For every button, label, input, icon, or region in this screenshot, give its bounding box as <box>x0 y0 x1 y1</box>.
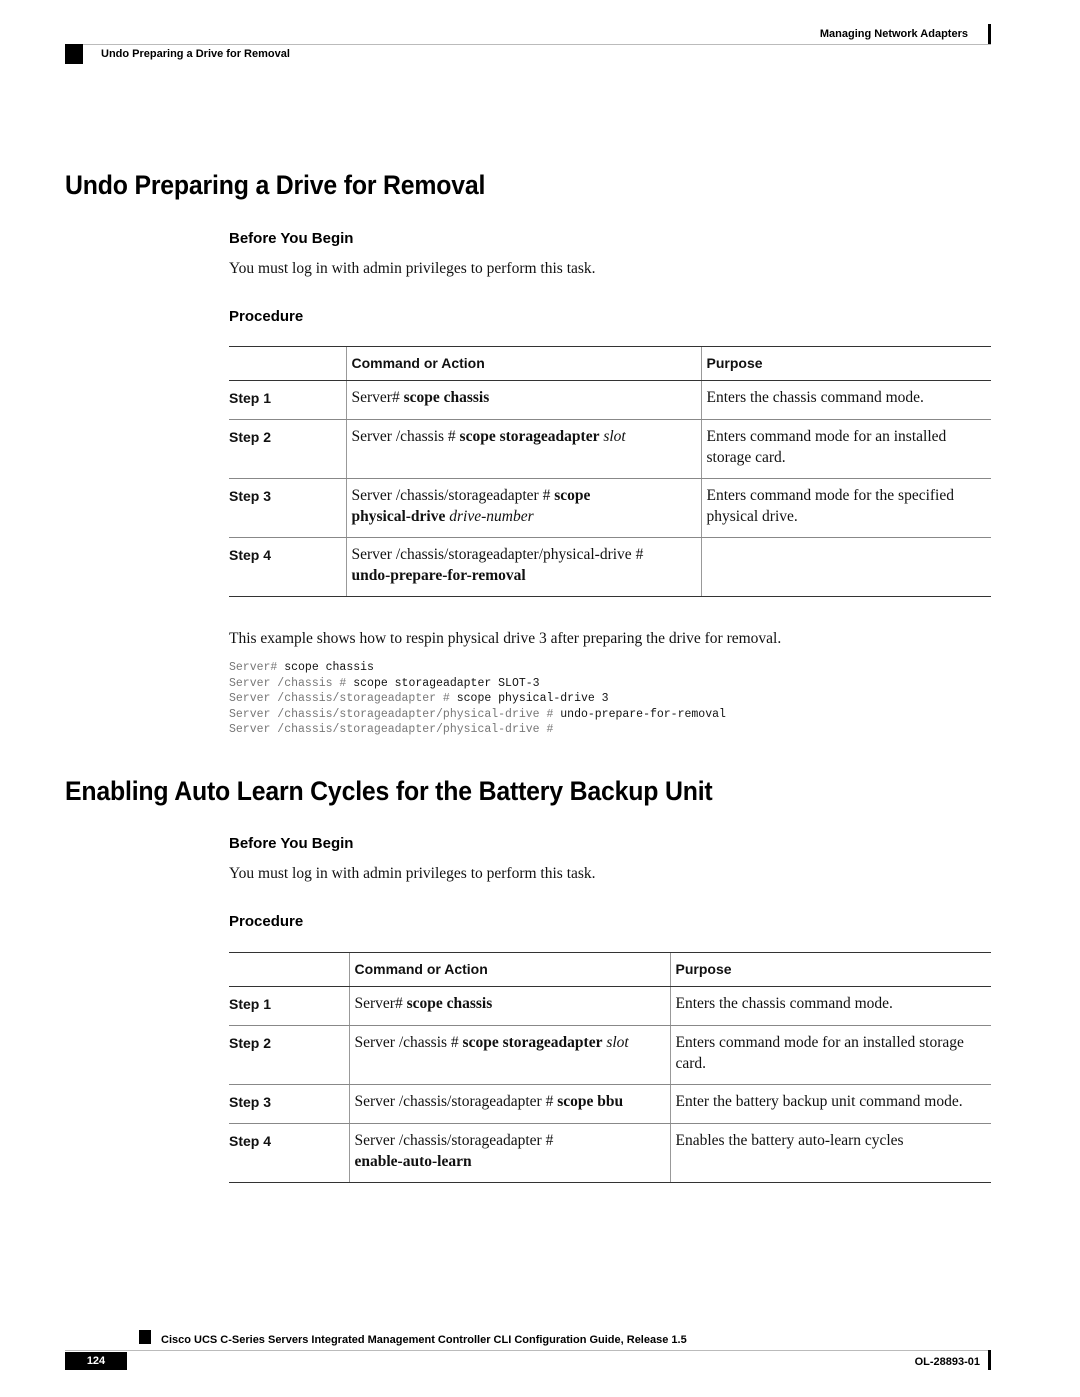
command-keyword: enable-auto-learn <box>354 1153 472 1170</box>
section-title-undo-preparing: Undo Preparing a Drive for Removal <box>65 170 486 200</box>
command-prompt: Server /chassis/storageadapter/physical-drive # <box>351 546 644 563</box>
running-header-section: Undo Preparing a Drive for Removal <box>101 48 290 60</box>
before-you-begin-heading: Before You Begin <box>229 230 354 247</box>
section-title-auto-learn: Enabling Auto Learn Cycles for the Battery Backup Unit <box>65 776 713 806</box>
table-row <box>229 381 991 420</box>
table-row <box>229 538 991 597</box>
step-label: Step 1 <box>229 381 346 420</box>
command-cell <box>349 1124 670 1183</box>
step-label: Step 4 <box>229 1124 349 1183</box>
purpose-column-header: Purpose <box>670 953 991 987</box>
command-keyword: physical-drive <box>351 508 446 525</box>
code-example <box>229 660 726 738</box>
purpose-cell: Enters command mode for the specified physical drive. <box>701 479 991 538</box>
table-row <box>229 479 991 538</box>
procedure-table-undo-prepare <box>229 346 991 597</box>
code-prompt: Server /chassis/storageadapter/physical-drive # <box>229 723 554 736</box>
command-argument: slot <box>599 428 626 445</box>
command-keyword: scope <box>554 487 591 504</box>
code-prompt: Server# <box>229 661 285 674</box>
command-prompt: Server /chassis # <box>351 428 460 445</box>
step-label: Step 3 <box>229 1085 349 1124</box>
step-label: Step 1 <box>229 987 349 1026</box>
step-label: Step 2 <box>229 420 346 479</box>
code-line <box>229 692 609 705</box>
table-row <box>229 1026 991 1085</box>
before-you-begin-heading: Before You Begin <box>229 835 354 852</box>
step-label: Step 3 <box>229 479 346 538</box>
purpose-cell: Enters command mode for an installed storage card. <box>670 1026 991 1085</box>
procedure-table-auto-learn <box>229 952 991 1183</box>
step-column-header <box>229 953 349 987</box>
command-cell <box>349 987 670 1026</box>
before-you-begin-text: You must log in with admin privileges to perform this task. <box>229 865 596 882</box>
command-prompt: Server /chassis/storageadapter # <box>354 1093 558 1110</box>
code-line <box>229 677 540 690</box>
command-cell <box>346 381 701 420</box>
command-prompt: Server# <box>354 995 407 1012</box>
header-rule <box>65 44 991 45</box>
footer-marker-bar <box>988 1350 991 1370</box>
command-prompt: Server /chassis/storageadapter # <box>351 487 555 504</box>
command-keyword: undo-prepare-for-removal <box>351 567 526 584</box>
before-you-begin-text: You must log in with admin privileges to perform this task. <box>229 260 596 277</box>
code-prompt: Server /chassis/storageadapter # <box>229 692 457 705</box>
command-column-header: Command or Action <box>346 347 701 381</box>
footer-guide-title: Cisco UCS C-Series Servers Integrated Management Controller CLI Configuration Guide, Release 1.5 <box>161 1334 687 1346</box>
command-column-header: Command or Action <box>349 953 670 987</box>
code-line <box>229 708 726 721</box>
code-command: undo-prepare-for-removal <box>560 707 726 721</box>
purpose-cell: Enters the chassis command mode. <box>670 987 991 1026</box>
command-prompt: Server /chassis # <box>354 1034 463 1051</box>
footer-marker-block <box>139 1330 151 1344</box>
table-row <box>229 987 991 1026</box>
page-number: 124 <box>65 1352 127 1370</box>
step-label: Step 2 <box>229 1026 349 1085</box>
step-column-header <box>229 347 346 381</box>
command-prompt: Server# <box>351 389 404 406</box>
code-prompt: Server /chassis/storageadapter/physical-drive # <box>229 707 561 721</box>
command-prompt: Server /chassis/storageadapter # <box>354 1132 554 1149</box>
purpose-cell: Enters command mode for an installed storage card. <box>701 420 991 479</box>
purpose-cell: Enables the battery auto-learn cycles <box>670 1124 991 1183</box>
table-row <box>229 1085 991 1124</box>
purpose-column-header: Purpose <box>701 347 991 381</box>
command-cell <box>346 479 701 538</box>
command-cell <box>346 420 701 479</box>
command-keyword: scope chassis <box>406 995 493 1012</box>
command-cell <box>349 1085 670 1124</box>
code-command: scope physical-drive 3 <box>456 692 609 705</box>
command-keyword: scope bbu <box>557 1093 624 1110</box>
example-intro-text: This example shows how to respin physical drive 3 after preparing the drive for removal. <box>229 630 782 647</box>
code-prompt: Server /chassis # <box>229 676 354 690</box>
command-keyword: scope storageadapter <box>459 428 600 445</box>
header-marker-block <box>65 44 83 64</box>
code-command: scope chassis <box>284 661 374 674</box>
running-header-chapter: Managing Network Adapters <box>819 28 968 40</box>
command-keyword: scope storageadapter <box>462 1034 603 1051</box>
command-cell <box>349 1026 670 1085</box>
command-argument: slot <box>602 1034 629 1051</box>
command-cell <box>346 538 701 597</box>
purpose-cell: Enters the chassis command mode. <box>701 381 991 420</box>
code-line <box>229 661 374 674</box>
command-keyword: scope chassis <box>403 389 490 406</box>
table-row <box>229 420 991 479</box>
code-line <box>229 723 553 736</box>
code-command: scope storageadapter SLOT-3 <box>353 676 540 690</box>
purpose-cell <box>701 538 991 597</box>
header-marker-bar <box>988 24 991 44</box>
procedure-heading: Procedure <box>229 913 304 930</box>
table-row <box>229 1124 991 1183</box>
purpose-cell: Enter the battery backup unit command mode. <box>670 1085 991 1124</box>
footer-rule <box>65 1350 991 1351</box>
step-label: Step 4 <box>229 538 346 597</box>
document-number: OL-28893-01 <box>914 1356 980 1368</box>
command-argument: drive-number <box>445 508 534 525</box>
procedure-heading: Procedure <box>229 308 304 325</box>
